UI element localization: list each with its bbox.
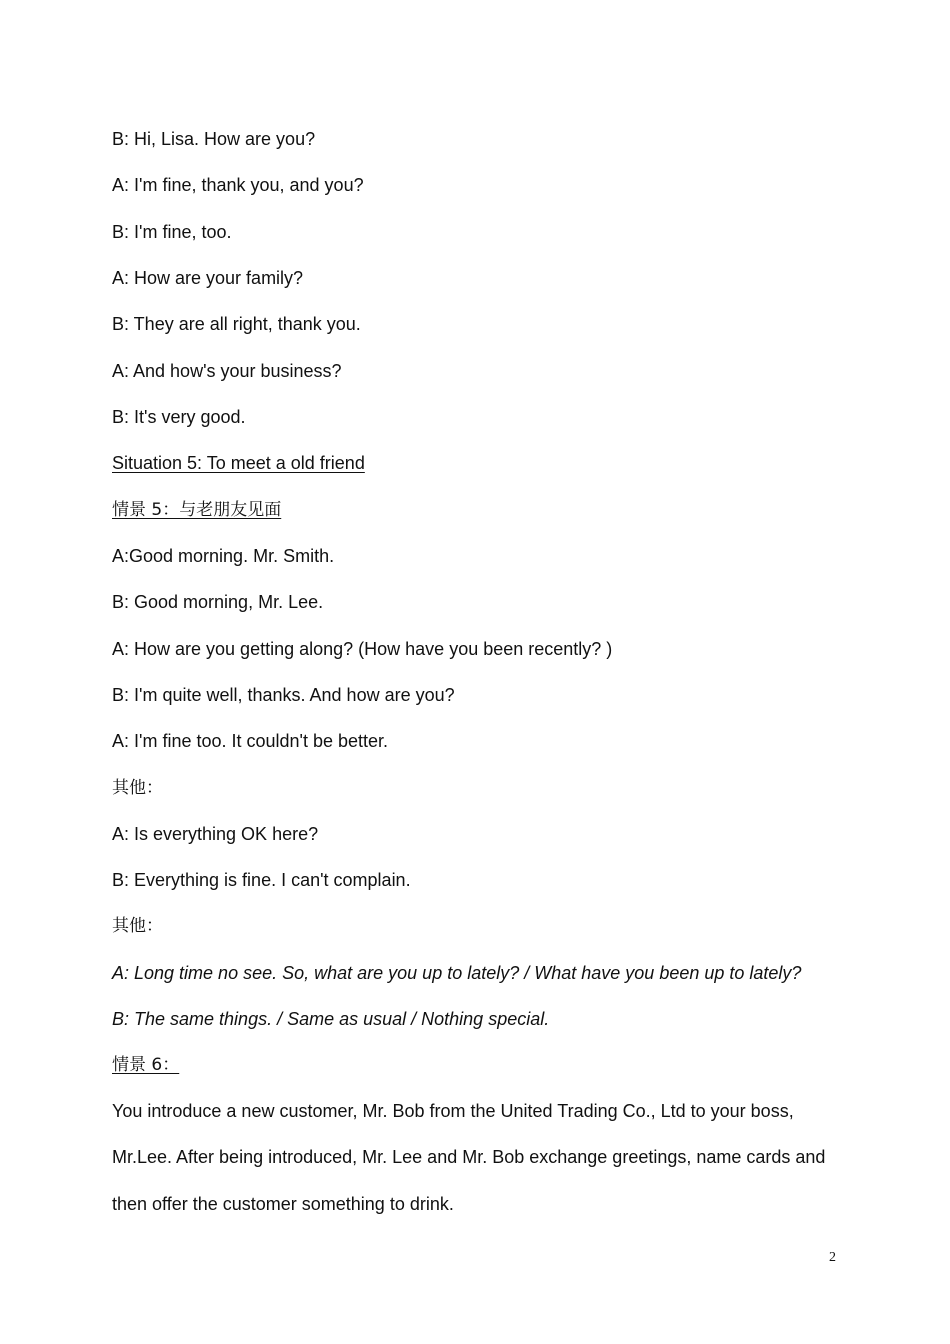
dialogue-line: B: I'm quite well, thanks. And how are you? <box>112 685 455 705</box>
section-heading-situation-5-chinese: 情景 5：与老朋友见面 <box>112 500 282 520</box>
dialogue-line: B: I'm fine, too. <box>112 222 232 242</box>
dialogue-line: A: I'm fine, thank you, and you? <box>112 175 364 195</box>
dialogue-line-italic: B: The same things. / Same as usual / Nothing special. <box>112 1009 550 1029</box>
other-label: 其他： <box>112 778 163 798</box>
dialogue-line: A: How are your family? <box>112 268 304 288</box>
situation-6-description: You introduce a new customer, Mr. Bob from the United Trading Co., Ltd to your boss, Mr.Lee. After being introduced, Mr. Lee and Mr. Bob exchange greetings, name cards and then offer the customer something to drink. <box>112 1101 826 1214</box>
dialogue-line: B: Hi, Lisa. How are you? <box>112 129 316 149</box>
dialogue-line-italic: A: Long time no see. So, what are you up to lately? / What have you been up to lately? <box>112 963 802 983</box>
dialogue-line: A: I'm fine too. It couldn't be better. <box>112 731 389 751</box>
dialogue-line: B: It's very good. <box>112 407 246 427</box>
section-heading-situation-5: Situation 5: To meet a old friend <box>112 453 365 473</box>
dialogue-line: A: And how's your business? <box>112 361 342 381</box>
page-number: 2 <box>829 1250 836 1265</box>
dialogue-line: A: Is everything OK here? <box>112 824 319 844</box>
dialogue-line: B: Good morning, Mr. Lee. <box>112 592 324 612</box>
other-label: 其他： <box>112 916 163 936</box>
dialogue-line: A: How are you getting along? (How have you been recently? ) <box>112 639 613 659</box>
section-heading-situation-6: 情景 6： <box>112 1055 180 1075</box>
dialogue-line: B: Everything is fine. I can't complain. <box>112 870 411 890</box>
dialogue-line: B: They are all right, thank you. <box>112 314 361 334</box>
dialogue-line: A:Good morning. Mr. Smith. <box>112 546 335 566</box>
